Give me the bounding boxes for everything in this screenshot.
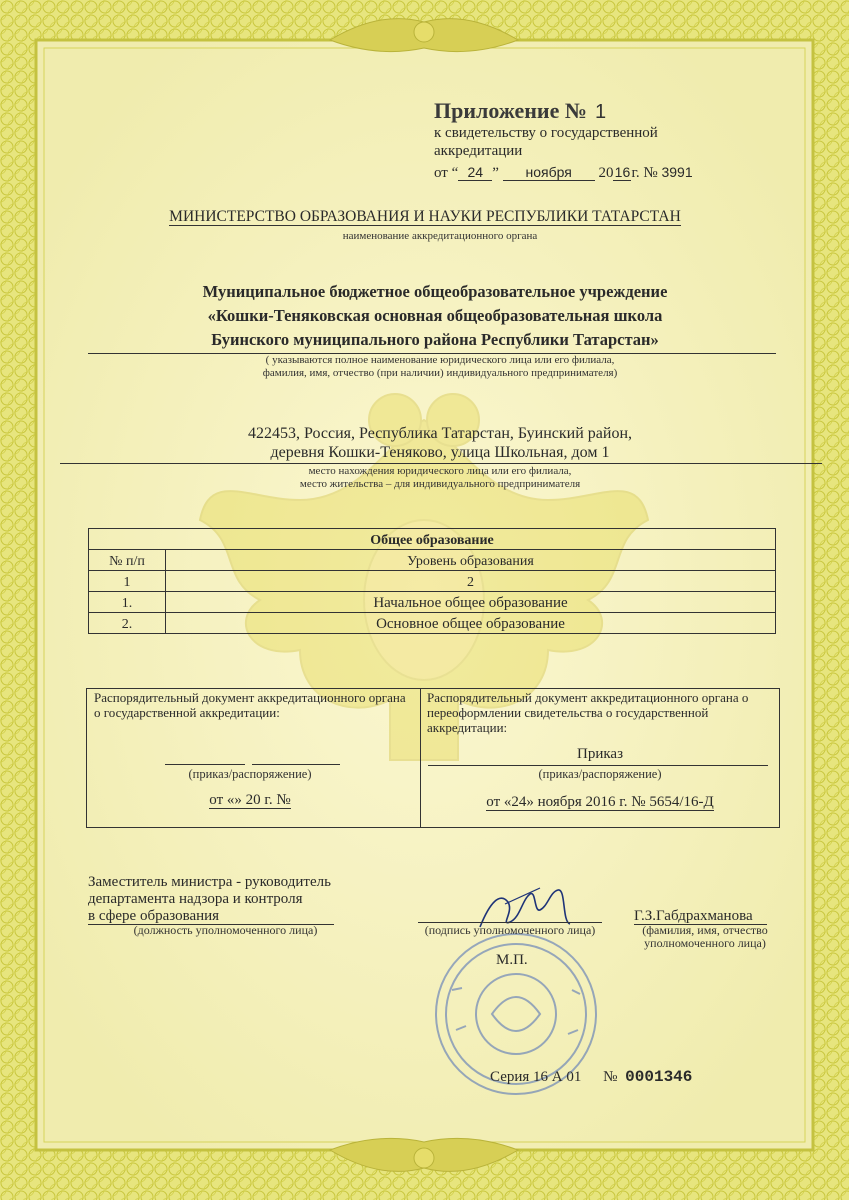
right-document-title: Распорядительный документ аккредитационного органа о переоформлении свидетельства о государственной аккредитации: bbox=[427, 690, 749, 735]
documents-divider bbox=[420, 688, 421, 828]
address-caption-line-2: место жительства – для индивидуального предпринимателя bbox=[299, 478, 581, 490]
left-document-date bbox=[150, 792, 350, 809]
organization-name bbox=[90, 280, 780, 352]
right-document-date-text: от «24» ноября 2016 г. № 5654/16-Д bbox=[486, 794, 714, 810]
table-row bbox=[89, 613, 776, 634]
name-caption-line-2: уполномоченного лица) bbox=[644, 936, 766, 950]
signatory-name-text: Г.З.Габдрахманова bbox=[634, 908, 767, 925]
position-line-3: в сфере образования bbox=[88, 908, 334, 925]
date-from-label: от bbox=[434, 165, 448, 181]
right-order-line bbox=[428, 765, 768, 766]
left-order-line-a bbox=[165, 764, 245, 765]
row-level: Основное общее образование bbox=[166, 613, 776, 634]
left-document-caption: (приказ/распоряжение) bbox=[188, 767, 312, 781]
left-order-line-b bbox=[252, 764, 340, 765]
date-month: ноября bbox=[503, 164, 595, 181]
left-document-title: Распорядительный документ аккредитационного органа о государственной аккредитации: bbox=[94, 690, 406, 720]
index-level: 2 bbox=[166, 571, 776, 592]
left-document-date-text: от «» 20 г. № bbox=[209, 792, 291, 808]
name-caption bbox=[630, 924, 780, 950]
series-number-label: № bbox=[603, 1069, 618, 1085]
position-caption: (должность уполномоченного лица) bbox=[133, 923, 318, 937]
ministry-caption: наименование аккредитационного органа bbox=[342, 230, 538, 242]
ministry-name-text: МИНИСТЕРСТВО ОБРАЗОВАНИЯ И НАУКИ РЕСПУБЛИКИ ТАТАРСТАН bbox=[169, 208, 681, 225]
table-title-row bbox=[89, 529, 776, 550]
right-document-caption: (приказ/распоряжение) bbox=[538, 767, 662, 781]
organization-caption-line-1: ( указываются полное наименование юридического лица или его филиала, bbox=[265, 354, 615, 366]
organization-line-2: «Кошки-Теняковская основная общеобразовательная школа bbox=[207, 306, 663, 325]
right-document-type: Приказ bbox=[576, 746, 623, 762]
address-line-2: деревня Кошки-Теняково, улица Школьная, дом 1 bbox=[270, 444, 610, 461]
appendix-title-label: Приложение № bbox=[434, 98, 587, 123]
index-num: 1 bbox=[89, 571, 166, 592]
position-line-1: Заместитель министра - руководитель bbox=[88, 874, 331, 890]
header-level: Уровень образования bbox=[166, 550, 776, 571]
row-num: 1. bbox=[89, 592, 166, 613]
position-line-2: департамента надзора и контроля bbox=[88, 891, 303, 907]
date-day: 24 bbox=[458, 164, 492, 181]
address-caption-line-1: место нахождения юридического лица или его филиала, bbox=[308, 465, 572, 477]
organization-line-3: Буинского муниципального района Республики Татарстан» bbox=[211, 330, 659, 349]
seal-label: М.П. bbox=[496, 952, 528, 968]
name-caption-line-1: (фамилия, имя, отчество bbox=[642, 923, 768, 937]
appendix-date-line: от “ 24 ” ноября 2016г. № 3991 bbox=[434, 164, 693, 181]
date-year-label: г. № bbox=[631, 165, 658, 181]
table-index-row bbox=[89, 571, 776, 592]
appendix-number: 1 bbox=[594, 101, 607, 123]
date-year-prefix: 20 bbox=[598, 165, 614, 181]
series-line bbox=[490, 1068, 692, 1086]
appendix-title bbox=[434, 98, 606, 124]
series-number: 0001346 bbox=[625, 1068, 693, 1086]
organization-line-1: Муниципальное бюджетное общеобразовательное учреждение bbox=[202, 282, 668, 301]
date-year-suffix: 16 bbox=[614, 164, 631, 180]
row-level: Начальное общее образование bbox=[166, 592, 776, 613]
table-header-row bbox=[89, 550, 776, 571]
address-line-1: 422453, Россия, Республика Татарстан, Буинский район, bbox=[247, 425, 633, 442]
address bbox=[70, 424, 810, 462]
education-table bbox=[88, 528, 776, 634]
header-num: № п/п bbox=[89, 550, 166, 571]
table-row bbox=[89, 592, 776, 613]
right-document-date bbox=[430, 794, 770, 811]
table-title: Общее образование bbox=[89, 529, 776, 550]
address-caption bbox=[60, 465, 820, 491]
signature-caption: (подпись уполномоченного лица) bbox=[424, 923, 596, 937]
organization-caption-line-2: фамилия, имя, отчество (при наличии) индивидуального предпринимателя) bbox=[262, 367, 618, 379]
address-underline bbox=[60, 463, 822, 464]
row-num: 2. bbox=[89, 613, 166, 634]
signatory-position bbox=[88, 874, 334, 925]
appendix-to-certificate: к свидетельству о государственной аккредитации bbox=[434, 125, 658, 159]
organization-caption bbox=[60, 354, 820, 380]
certificate-number: 3991 bbox=[661, 164, 693, 180]
series-label: Серия 16 А 01 bbox=[490, 1069, 582, 1085]
ministry-name bbox=[60, 208, 790, 226]
